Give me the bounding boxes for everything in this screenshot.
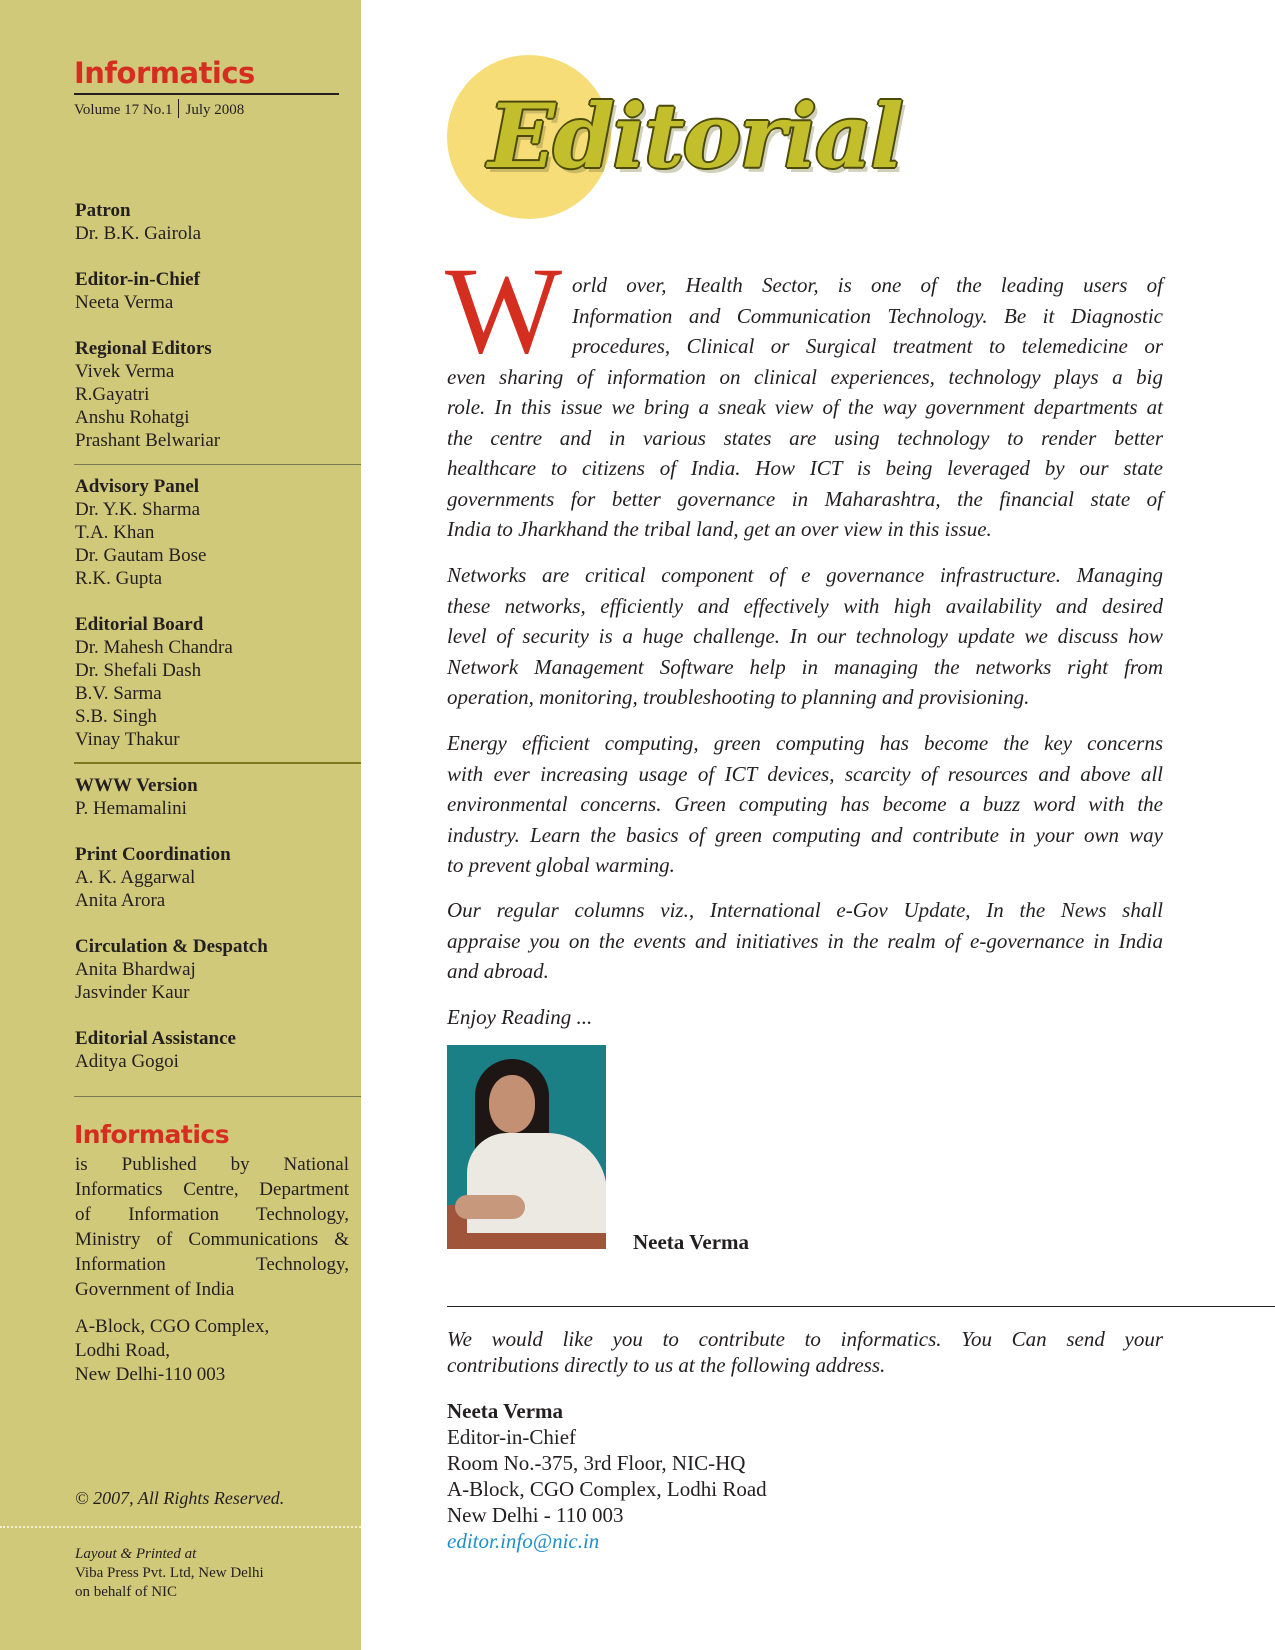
printer-line: on behalf of NIC xyxy=(75,1584,178,1600)
paragraph-line: these networks, efficiently and effectively with high availability and desired xyxy=(447,593,1163,618)
paragraph-line: Networks are critical component of e governance infrastructure. Managing xyxy=(447,563,1163,587)
paragraph-line: healthcare to citizens of India. How ICT is being leveraged by our state xyxy=(447,456,1163,480)
paragraph-line: even sharing of information on clinical experiences, technology plays a big xyxy=(447,364,1163,389)
publisher-title: Informatics xyxy=(74,1120,230,1149)
paragraph-line: with ever increasing usage of ICT devices, scarcity of resources and above all xyxy=(447,761,1163,786)
credit-person: Anita Arora xyxy=(75,890,166,911)
paragraph-line: procedures, Clinical or Surgical treatment to telemedicine or xyxy=(572,334,1163,358)
credit-person: B.V. Sarma xyxy=(75,683,162,704)
publisher-address xyxy=(75,1315,269,1387)
contact-address-line: Room No.-375, 3rd Floor, NIC-HQ xyxy=(447,1451,746,1475)
paragraph-line: to prevent global warming. xyxy=(447,853,675,877)
paragraph-line: and abroad. xyxy=(447,959,549,983)
paragraph-line: the centre and in various states are using technology to render better xyxy=(447,425,1163,450)
credit-advisory-panel xyxy=(75,475,206,590)
main-divider xyxy=(447,1306,1275,1307)
copyright-notice: © 2007, All Rights Reserved. xyxy=(75,1488,285,1508)
editorial-heading: Editorial xyxy=(488,84,902,188)
contact-address-line: New Delhi - 110 003 xyxy=(447,1503,624,1527)
credit-person: Neeta Verma xyxy=(75,292,174,313)
masthead-sidebar xyxy=(0,0,361,1650)
credit-editor-in-chief xyxy=(75,268,200,314)
paragraph-line: role. In this issue we bring a sneak view of the way government departments at xyxy=(447,395,1163,419)
credit-person: A. K. Aggarwal xyxy=(75,867,196,888)
issue-date: July 2008 xyxy=(185,102,245,118)
masthead-issue xyxy=(74,99,244,119)
credit-role: Print Coordination xyxy=(75,844,231,865)
credit-person: Dr. B.K. Gairola xyxy=(75,223,202,244)
credit-role: Regional Editors xyxy=(75,338,212,359)
publisher-line: Information Technology, xyxy=(75,1254,349,1275)
publisher-line: Government of India xyxy=(75,1279,235,1300)
credit-person: Prashant Belwariar xyxy=(75,430,221,451)
masthead-rule xyxy=(74,93,339,95)
credit-patron xyxy=(75,199,201,245)
credit-person: Dr. Y.K. Sharma xyxy=(75,499,201,520)
credit-role: Editorial Assistance xyxy=(75,1028,236,1049)
paragraph-line: Network Management Software help in managing the networks right from xyxy=(447,654,1163,679)
publisher-line: of Information Technology, xyxy=(75,1204,349,1225)
credit-person: Vinay Thakur xyxy=(75,729,180,750)
credit-person: Dr. Mahesh Chandra xyxy=(75,637,233,658)
masthead-title: Informatics xyxy=(74,56,255,90)
sidebar-divider xyxy=(74,762,361,764)
publisher-line: Ministry of Communications & xyxy=(75,1229,349,1250)
credit-circulation-despatch xyxy=(75,935,268,1004)
editorial-paragraph-1 xyxy=(447,270,1163,545)
printer-credit xyxy=(75,1545,264,1602)
contribution-invite xyxy=(447,1326,1163,1378)
credit-print-coordination xyxy=(75,843,231,912)
editorial-paragraph-4 xyxy=(447,895,1163,987)
credit-person: P. Hemamalini xyxy=(75,798,187,819)
credit-person: Anshu Rohatgi xyxy=(75,407,190,428)
credit-person: R.K. Gupta xyxy=(75,568,163,589)
paragraph-line: Information and Communication Technology. Be it Diagnostic xyxy=(572,303,1163,328)
contribution-line: We would like you to contribute to informatics. You Can send your xyxy=(447,1327,1163,1351)
credit-person: Dr. Shefali Dash xyxy=(75,660,202,681)
credit-role: Patron xyxy=(75,200,131,221)
credit-person: T.A. Khan xyxy=(75,522,155,543)
address-line: Lodhi Road, xyxy=(75,1340,170,1361)
issue-separator xyxy=(178,99,179,118)
paragraph-line: Energy efficient computing, green computing has become the key concerns xyxy=(447,731,1163,755)
credit-person: Jasvinder Kaur xyxy=(75,982,190,1003)
credit-editorial-assistance xyxy=(75,1027,236,1073)
paragraph-line: environmental concerns. Green computing has become a buzz word with the xyxy=(447,792,1163,816)
paragraph-line: India to Jharkhand the tribal land, get an over view in this issue. xyxy=(447,517,992,541)
publisher-line: Informatics Centre, Department xyxy=(75,1179,349,1200)
publisher-statement xyxy=(75,1152,349,1302)
credit-person: S.B. Singh xyxy=(75,706,157,727)
printer-line: Viba Press Pvt. Ltd, New Delhi xyxy=(75,1565,264,1581)
signature-name: Neeta Verma xyxy=(633,1230,750,1254)
credit-person: Anita Bhardwaj xyxy=(75,959,196,980)
credit-role: Circulation & Despatch xyxy=(75,936,268,957)
contact-name: Neeta Verma xyxy=(447,1399,564,1423)
credit-person: Aditya Gogoi xyxy=(75,1051,179,1072)
photo-face xyxy=(489,1075,535,1133)
publisher-line: is Published by National xyxy=(75,1154,349,1175)
paragraph-line: level of security is a huge challenge. In our technology update we discuss how xyxy=(447,624,1163,648)
sidebar-divider xyxy=(74,464,361,465)
credit-person: R.Gayatri xyxy=(75,384,150,405)
credit-www-version xyxy=(75,774,198,820)
credit-editorial-board xyxy=(75,613,233,751)
sidebar-divider xyxy=(74,1096,361,1097)
issue-volume: Volume 17 No.1 xyxy=(74,102,173,118)
credit-person: Dr. Gautam Bose xyxy=(75,545,207,566)
credit-role: WWW Version xyxy=(75,775,198,796)
drop-cap: W xyxy=(445,242,563,379)
paragraph-line: orld over, Health Sector, is one of the leading users of xyxy=(572,273,1163,297)
sidebar-dotted-divider xyxy=(0,1526,361,1528)
editorial-paragraph-2 xyxy=(447,560,1163,713)
credit-role: Editor-in-Chief xyxy=(75,269,200,290)
paragraph-line: operation, monitoring, troubleshooting to planning and provisioning. xyxy=(447,685,1030,709)
credit-role: Advisory Panel xyxy=(75,476,200,497)
contact-address xyxy=(447,1398,767,1554)
closing-line: Enjoy Reading ... xyxy=(447,1005,593,1029)
paragraph-line: industry. Learn the basics of green computing and contribute in your own way xyxy=(447,822,1163,847)
editorial-closing xyxy=(447,1002,1163,1033)
printer-label: Layout & Printed at xyxy=(75,1546,197,1562)
contribution-line: contributions directly to us at the following address. xyxy=(447,1353,886,1377)
address-line: New Delhi-110 003 xyxy=(75,1364,226,1385)
editor-photo xyxy=(447,1045,606,1249)
credit-role: Editorial Board xyxy=(75,614,204,635)
editorial-paragraph-3 xyxy=(447,728,1163,881)
credit-person: Vivek Verma xyxy=(75,361,175,382)
address-line: A-Block, CGO Complex, xyxy=(75,1316,270,1337)
contact-address-line: Editor-in-Chief xyxy=(447,1425,577,1449)
paragraph-line: Our regular columns viz., International e-Gov Update, In the News shall xyxy=(447,898,1163,922)
paragraph-line: governments for better governance in Maharashtra, the financial state of xyxy=(447,486,1163,511)
paragraph-line: appraise you on the events and initiatives in the realm of e-governance in India xyxy=(447,928,1163,953)
contact-email-link[interactable]: editor.info@nic.in xyxy=(447,1529,600,1553)
credit-regional-editors xyxy=(75,337,220,452)
contact-address-line: A-Block, CGO Complex, Lodhi Road xyxy=(447,1477,767,1501)
photo-hands xyxy=(455,1195,525,1219)
